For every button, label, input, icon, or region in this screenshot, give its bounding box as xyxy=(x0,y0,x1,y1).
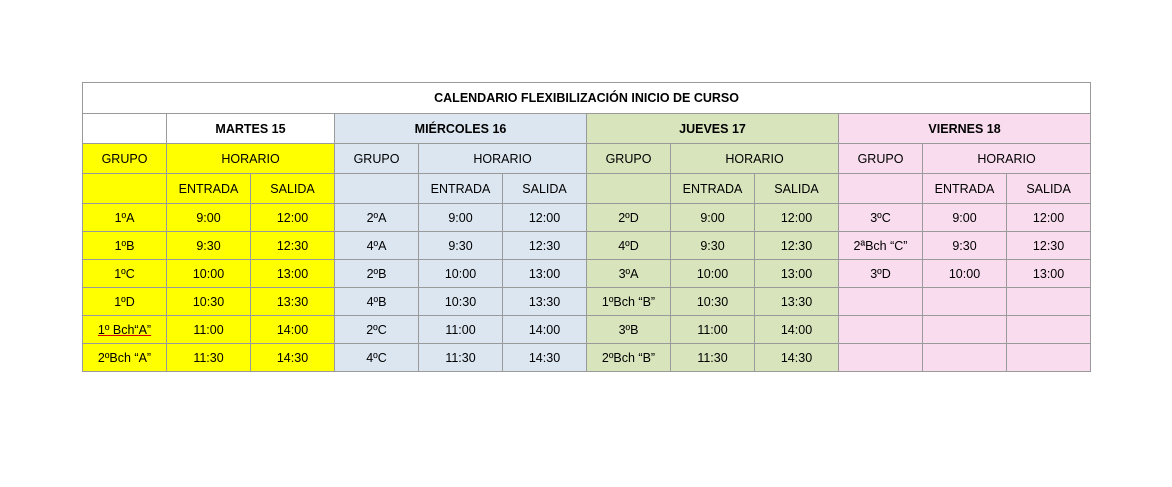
cell-salida: 12:30 xyxy=(1007,232,1091,260)
sub-header-entrada-viernes: ENTRADA xyxy=(923,174,1007,204)
cell-grupo xyxy=(839,288,923,316)
cell-salida: 14:00 xyxy=(503,316,587,344)
cell-grupo: 4ºC xyxy=(335,344,419,372)
col-header-horario-jueves: HORARIO xyxy=(671,144,839,174)
cell-entrada: 9:00 xyxy=(167,204,251,232)
table-row xyxy=(83,232,1091,260)
document-title: CALENDARIO FLEXIBILIZACIÓN INICIO DE CURSO xyxy=(434,91,739,105)
cell-salida: 12:00 xyxy=(755,204,839,232)
cell-entrada: 10:30 xyxy=(167,288,251,316)
cell-grupo: 3ºB xyxy=(587,316,671,344)
cell-salida: 14:00 xyxy=(251,316,335,344)
cell-grupo: 2ºB xyxy=(335,260,419,288)
day-header-viernes: VIERNES 18 xyxy=(839,114,1091,144)
cell-entrada: 9:00 xyxy=(923,204,1007,232)
document-title-cell xyxy=(83,83,1091,114)
cell-salida: 14:00 xyxy=(755,316,839,344)
col-header-horario-miercoles: HORARIO xyxy=(419,144,587,174)
cell-grupo: 4ºD xyxy=(587,232,671,260)
cell-grupo: 1ºC xyxy=(83,260,167,288)
cell-entrada: 11:00 xyxy=(671,316,755,344)
cell-grupo: 2ºBch “A” xyxy=(83,344,167,372)
cell-salida: 12:30 xyxy=(503,232,587,260)
cell-grupo: 4ºA xyxy=(335,232,419,260)
cell-entrada: 9:00 xyxy=(671,204,755,232)
col-header-grupo-viernes: GRUPO xyxy=(839,144,923,174)
cell-entrada xyxy=(923,344,1007,372)
sub-header-blank-viernes xyxy=(839,174,923,204)
cell-salida: 12:00 xyxy=(1007,204,1091,232)
cell-salida: 12:30 xyxy=(251,232,335,260)
table-row xyxy=(83,204,1091,232)
sub-header-salida-martes: SALIDA xyxy=(251,174,335,204)
sub-header-entrada-miercoles: ENTRADA xyxy=(419,174,503,204)
cell-salida: 13:00 xyxy=(503,260,587,288)
sub-header-entrada-jueves: ENTRADA xyxy=(671,174,755,204)
cell-entrada: 9:30 xyxy=(419,232,503,260)
col-header-grupo-jueves: GRUPO xyxy=(587,144,671,174)
cell-entrada: 11:30 xyxy=(167,344,251,372)
cell-grupo: 2ºA xyxy=(335,204,419,232)
cell-salida: 13:30 xyxy=(503,288,587,316)
table-row xyxy=(83,260,1091,288)
cell-salida: 14:30 xyxy=(251,344,335,372)
cell-salida xyxy=(1007,316,1091,344)
col-header-horario-viernes: HORARIO xyxy=(923,144,1091,174)
sub-header-blank-martes xyxy=(83,174,167,204)
table-row xyxy=(83,316,1091,344)
cell-entrada: 10:00 xyxy=(167,260,251,288)
cell-entrada: 10:30 xyxy=(419,288,503,316)
day-header-spacer xyxy=(83,114,167,144)
subcolumn-header-row xyxy=(83,174,1091,204)
cell-grupo: 2ªBch “C” xyxy=(839,232,923,260)
cell-entrada: 9:30 xyxy=(671,232,755,260)
cell-entrada: 9:30 xyxy=(923,232,1007,260)
cell-salida xyxy=(1007,344,1091,372)
cell-grupo: 3ºC xyxy=(839,204,923,232)
cell-entrada: 9:30 xyxy=(167,232,251,260)
cell-salida: 13:00 xyxy=(755,260,839,288)
cell-salida: 13:00 xyxy=(251,260,335,288)
cell-grupo xyxy=(839,316,923,344)
cell-grupo: 2ºD xyxy=(587,204,671,232)
cell-entrada: 10:00 xyxy=(419,260,503,288)
cell-salida xyxy=(1007,288,1091,316)
cell-entrada: 10:00 xyxy=(671,260,755,288)
cell-grupo: 2ºC xyxy=(335,316,419,344)
cell-entrada: 11:00 xyxy=(167,316,251,344)
sub-header-salida-viernes: SALIDA xyxy=(1007,174,1091,204)
sub-header-blank-miercoles xyxy=(335,174,419,204)
cell-salida: 14:30 xyxy=(755,344,839,372)
day-header-martes: MARTES 15 xyxy=(167,114,335,144)
cell-entrada xyxy=(923,288,1007,316)
cell-entrada: 11:00 xyxy=(419,316,503,344)
day-header-miercoles: MIÉRCOLES 16 xyxy=(335,114,587,144)
cell-salida: 13:00 xyxy=(1007,260,1091,288)
sub-header-entrada-martes: ENTRADA xyxy=(167,174,251,204)
cell-grupo xyxy=(839,344,923,372)
cell-entrada: 10:30 xyxy=(671,288,755,316)
cell-grupo: 1ºBch “B” xyxy=(587,288,671,316)
title-row xyxy=(83,83,1091,114)
cell-grupo: 1ºA xyxy=(83,204,167,232)
cell-entrada: 10:00 xyxy=(923,260,1007,288)
day-header-jueves: JUEVES 17 xyxy=(587,114,839,144)
calendar-table xyxy=(82,82,1091,372)
cell-grupo: 1º Bch“A” xyxy=(83,316,167,344)
sub-header-salida-miercoles: SALIDA xyxy=(503,174,587,204)
cell-grupo: 3ºA xyxy=(587,260,671,288)
cell-salida: 12:30 xyxy=(755,232,839,260)
cell-grupo: 1ºD xyxy=(83,288,167,316)
cell-grupo: 2ºBch “B” xyxy=(587,344,671,372)
sub-header-blank-jueves xyxy=(587,174,671,204)
calendar-table-container xyxy=(82,82,1089,372)
cell-salida: 12:00 xyxy=(503,204,587,232)
cell-grupo: 4ºB xyxy=(335,288,419,316)
cell-entrada xyxy=(923,316,1007,344)
cell-salida: 14:30 xyxy=(503,344,587,372)
table-row xyxy=(83,288,1091,316)
cell-entrada: 9:00 xyxy=(419,204,503,232)
col-header-horario-martes: HORARIO xyxy=(167,144,335,174)
cell-salida: 13:30 xyxy=(755,288,839,316)
cell-entrada: 11:30 xyxy=(419,344,503,372)
cell-grupo: 3ºD xyxy=(839,260,923,288)
col-header-grupo-martes: GRUPO xyxy=(83,144,167,174)
table-row xyxy=(83,344,1091,372)
column-header-row xyxy=(83,144,1091,174)
day-header-row xyxy=(83,114,1091,144)
col-header-grupo-miercoles: GRUPO xyxy=(335,144,419,174)
cell-grupo: 1ºB xyxy=(83,232,167,260)
calendar-table-body xyxy=(83,83,1091,372)
cell-entrada: 11:30 xyxy=(671,344,755,372)
cell-salida: 12:00 xyxy=(251,204,335,232)
cell-salida: 13:30 xyxy=(251,288,335,316)
sub-header-salida-jueves: SALIDA xyxy=(755,174,839,204)
